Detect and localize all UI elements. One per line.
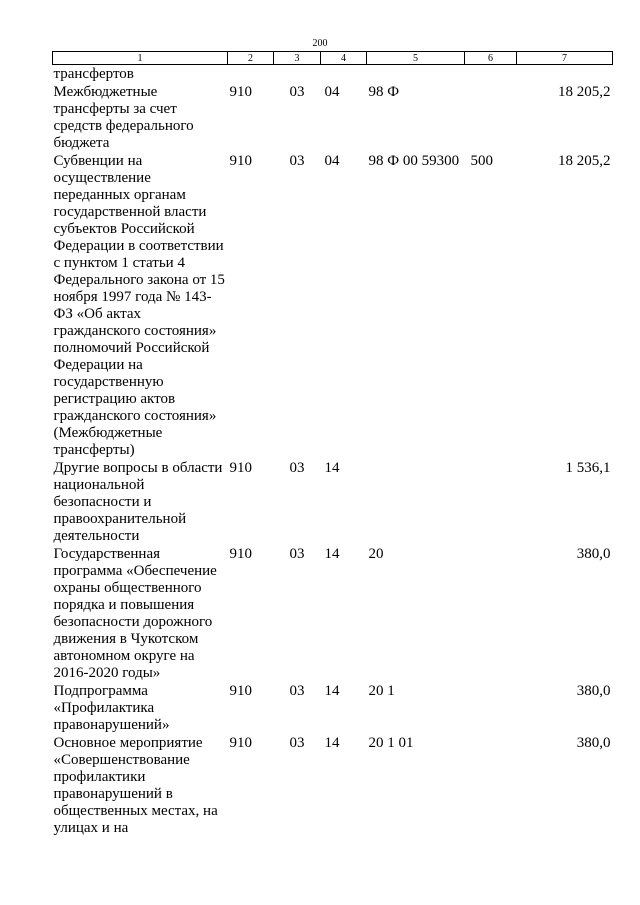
row-amount: 380,0 [576,546,611,562]
budget-table [52,51,613,837]
row-admin-code: 910 [229,683,252,699]
table-row [53,545,613,682]
row-name: Подпрограмма «Профилактика правонарушений» [53,683,170,733]
row-target-article: 98 Ф [368,84,400,100]
row-admin-code: 910 [229,546,252,562]
row-admin-code: 910 [229,735,252,751]
row-section: 03 [289,84,305,100]
row-expense-type [465,734,517,837]
row-amount: 18 205,2 [558,84,611,100]
header-col-2: 2 [228,52,274,65]
header-col-4: 4 [321,52,367,65]
row-subsection: 04 [324,84,340,100]
row-name: трансфертов [53,66,134,82]
row-amount: 1 536,1 [565,460,611,476]
header-row [53,52,613,65]
header-col-3: 3 [274,52,321,65]
row-expense-type [465,65,517,84]
row-admin-code: 910 [229,460,252,476]
table-row [53,65,613,84]
table-row [53,734,613,837]
row-amount: 380,0 [576,735,611,751]
row-name: Государственная программа «Обеспечение охраны общественного порядка и повышения безопасности дорожного движения в Чукотском автономном округе на 2016-2020 годы» [53,546,217,681]
row-amount: 18 205,2 [558,153,611,169]
row-expense-type: 500 [470,153,493,169]
row-subsection: 04 [324,153,340,169]
row-admin-code: 910 [229,153,252,169]
row-section: 03 [289,735,305,751]
row-amount [517,65,613,84]
row-section: 03 [289,153,305,169]
row-admin-code [228,65,274,84]
row-expense-type [465,545,517,682]
row-section: 03 [289,683,305,699]
row-section [274,65,321,84]
row-subsection: 14 [324,735,340,751]
row-name: Субвенции на осуществление переданных органам государственной власти субъектов Российской Федерации в соответствии с пунктом 1 статьи 4 Федерального закона от 15 ноября 1997 года № 143-ФЗ «Об актах гражданского состояния» полномочий Российской Федерации на государственную регистрацию актов гражданского состояния» (Межбюджетные трансферты) [53,153,225,458]
row-target-article: 20 [368,546,384,562]
table-row [53,682,613,734]
row-expense-type [465,682,517,734]
page-number: 200 [312,38,328,49]
table-row [53,152,613,459]
row-target-article: 20 1 [368,683,395,699]
row-subsection [321,65,367,84]
row-section: 03 [289,460,305,476]
row-target-article [367,65,465,84]
row-subsection: 14 [324,546,340,562]
row-target-article: 20 1 01 [368,735,414,751]
row-target-article [367,459,465,545]
table-row [53,83,613,152]
header-col-7: 7 [517,52,613,65]
row-name: Основное мероприятие «Совершенствование профилактики правонарушений в общественных местах, на улицах и на [53,735,218,836]
row-section: 03 [289,546,305,562]
row-name: Другие вопросы в области национальной безопасности и правоохранительной деятельности [53,460,223,544]
header-col-5: 5 [367,52,465,65]
row-expense-type [465,459,517,545]
table-row [53,459,613,545]
row-expense-type [465,83,517,152]
header-col-1: 1 [53,52,228,65]
row-amount: 380,0 [576,683,611,699]
row-target-article: 98 Ф 00 59300 [368,153,460,169]
row-subsection: 14 [324,683,340,699]
row-admin-code: 910 [229,84,252,100]
row-subsection: 14 [324,460,340,476]
row-name: Межбюджетные трансферты за счет средств федерального бюджета [53,84,194,151]
header-col-6: 6 [465,52,517,65]
